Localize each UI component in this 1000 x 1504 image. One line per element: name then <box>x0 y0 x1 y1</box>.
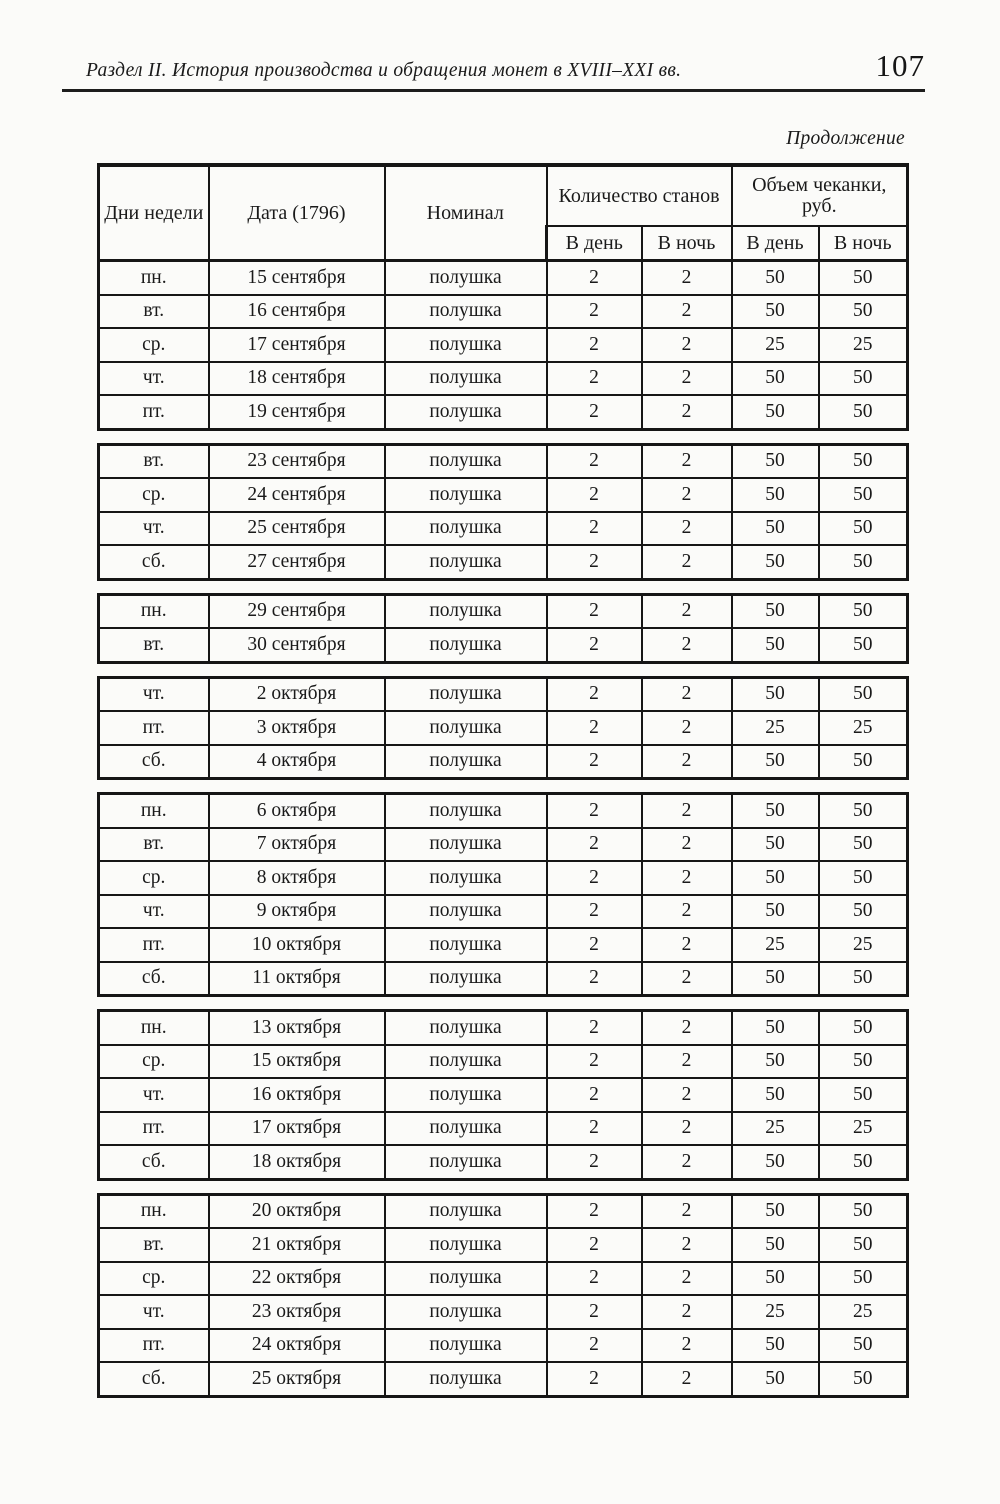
cell-mills-day: 2 <box>547 928 642 962</box>
table-group <box>99 444 908 579</box>
cell-volume-day: 50 <box>732 1045 819 1079</box>
cell-date: 16 октября <box>209 1078 385 1112</box>
table-row <box>99 861 908 895</box>
col-header-days: Дни недели <box>99 165 209 261</box>
table-row <box>99 478 908 512</box>
cell-volume-day: 50 <box>732 478 819 512</box>
cell-date: 7 октября <box>209 828 385 862</box>
cell-mills-night: 2 <box>642 1078 732 1112</box>
table-row <box>99 1295 908 1329</box>
page-header <box>62 48 925 92</box>
cell-volume-night: 50 <box>819 545 908 579</box>
cell-date: 10 октября <box>209 928 385 962</box>
cell-day-of-week: чт. <box>99 1295 209 1329</box>
cell-volume-day: 50 <box>732 594 819 628</box>
table-row <box>99 395 908 429</box>
cell-mills-day: 2 <box>547 711 642 745</box>
cell-volume-day: 50 <box>732 395 819 429</box>
cell-volume-day: 50 <box>732 1194 819 1228</box>
cell-volume-night: 25 <box>819 328 908 362</box>
cell-date: 30 сентября <box>209 628 385 662</box>
table-row <box>99 711 908 745</box>
running-head: Раздел II. История производства и обращения монет в XVIII–XXI вв. <box>86 60 682 81</box>
cell-day-of-week: ср. <box>99 861 209 895</box>
table-row <box>99 545 908 579</box>
cell-day-of-week: вт. <box>99 295 209 329</box>
cell-mills-night: 2 <box>642 1112 732 1146</box>
table-row <box>99 1078 908 1112</box>
cell-day-of-week: сб. <box>99 1362 209 1396</box>
cell-denomination: полушка <box>385 1329 547 1363</box>
cell-volume-day: 50 <box>732 628 819 662</box>
table-group <box>99 1011 908 1180</box>
table-row <box>99 1262 908 1296</box>
cell-denomination: полушка <box>385 1194 547 1228</box>
cell-volume-night: 50 <box>819 395 908 429</box>
cell-volume-day: 50 <box>732 962 819 996</box>
cell-volume-night: 25 <box>819 1112 908 1146</box>
cell-mills-day: 2 <box>547 628 642 662</box>
cell-date: 16 сентября <box>209 295 385 329</box>
cell-denomination: полушка <box>385 478 547 512</box>
cell-denomination: полушка <box>385 1362 547 1396</box>
group-gap <box>99 779 908 794</box>
cell-mills-night: 2 <box>642 1295 732 1329</box>
cell-mills-day: 2 <box>547 1194 642 1228</box>
cell-mills-day: 2 <box>547 1295 642 1329</box>
col-header-mills-group: Количество станов <box>547 165 732 226</box>
cell-volume-day: 25 <box>732 328 819 362</box>
table-row <box>99 928 908 962</box>
cell-volume-day: 50 <box>732 677 819 711</box>
cell-day-of-week: вт. <box>99 444 209 478</box>
cell-volume-day: 50 <box>732 261 819 295</box>
cell-day-of-week: пт. <box>99 928 209 962</box>
cell-volume-night: 50 <box>819 861 908 895</box>
cell-volume-day: 50 <box>732 1329 819 1363</box>
cell-day-of-week: сб. <box>99 745 209 779</box>
cell-day-of-week: чт. <box>99 895 209 929</box>
cell-mills-day: 2 <box>547 295 642 329</box>
cell-day-of-week: сб. <box>99 962 209 996</box>
cell-day-of-week: пт. <box>99 1112 209 1146</box>
cell-mills-night: 2 <box>642 594 732 628</box>
cell-volume-day: 25 <box>732 711 819 745</box>
cell-volume-night: 25 <box>819 1295 908 1329</box>
cell-denomination: полушка <box>385 711 547 745</box>
cell-date: 3 октября <box>209 711 385 745</box>
cell-day-of-week: вт. <box>99 828 209 862</box>
cell-mills-night: 2 <box>642 745 732 779</box>
cell-volume-night: 25 <box>819 928 908 962</box>
cell-day-of-week: пт. <box>99 395 209 429</box>
cell-volume-night: 25 <box>819 711 908 745</box>
cell-date: 20 октября <box>209 1194 385 1228</box>
cell-day-of-week: ср. <box>99 1045 209 1079</box>
cell-date: 9 октября <box>209 895 385 929</box>
cell-mills-night: 2 <box>642 628 732 662</box>
cell-denomination: полушка <box>385 545 547 579</box>
table-row <box>99 1145 908 1179</box>
cell-denomination: полушка <box>385 512 547 546</box>
cell-volume-day: 50 <box>732 1078 819 1112</box>
cell-mills-night: 2 <box>642 1145 732 1179</box>
col-header-volume-group: Объем чеканки, руб. <box>732 165 908 226</box>
table-row <box>99 444 908 478</box>
table-row <box>99 962 908 996</box>
cell-day-of-week: ср. <box>99 1262 209 1296</box>
cell-day-of-week: пн. <box>99 1194 209 1228</box>
cell-mills-day: 2 <box>547 794 642 828</box>
cell-mills-day: 2 <box>547 545 642 579</box>
cell-mills-day: 2 <box>547 895 642 929</box>
cell-denomination: полушка <box>385 628 547 662</box>
cell-mills-night: 2 <box>642 444 732 478</box>
minting-table <box>97 163 909 1398</box>
cell-denomination: полушка <box>385 295 547 329</box>
table-row <box>99 628 908 662</box>
cell-mills-night: 2 <box>642 1194 732 1228</box>
cell-volume-day: 50 <box>732 895 819 929</box>
cell-volume-day: 50 <box>732 1262 819 1296</box>
cell-mills-night: 2 <box>642 828 732 862</box>
table-row <box>99 1228 908 1262</box>
cell-date: 18 сентября <box>209 362 385 396</box>
cell-volume-night: 50 <box>819 444 908 478</box>
cell-volume-night: 50 <box>819 828 908 862</box>
table-group <box>99 677 908 779</box>
cell-mills-night: 2 <box>642 928 732 962</box>
cell-volume-day: 25 <box>732 1112 819 1146</box>
cell-denomination: полушка <box>385 1045 547 1079</box>
cell-mills-night: 2 <box>642 395 732 429</box>
table-header <box>99 165 908 261</box>
cell-denomination: полушка <box>385 1262 547 1296</box>
cell-date: 23 сентября <box>209 444 385 478</box>
cell-denomination: полушка <box>385 895 547 929</box>
cell-volume-day: 50 <box>732 545 819 579</box>
cell-volume-day: 25 <box>732 1295 819 1329</box>
table-row <box>99 828 908 862</box>
cell-denomination: полушка <box>385 594 547 628</box>
cell-volume-day: 50 <box>732 444 819 478</box>
cell-volume-night: 50 <box>819 1228 908 1262</box>
cell-day-of-week: сб. <box>99 545 209 579</box>
cell-mills-night: 2 <box>642 362 732 396</box>
cell-volume-night: 50 <box>819 1362 908 1396</box>
cell-volume-night: 50 <box>819 1262 908 1296</box>
cell-denomination: полушка <box>385 1011 547 1045</box>
cell-date: 19 сентября <box>209 395 385 429</box>
cell-date: 15 октября <box>209 1045 385 1079</box>
cell-day-of-week: сб. <box>99 1145 209 1179</box>
cell-mills-night: 2 <box>642 711 732 745</box>
cell-day-of-week: пт. <box>99 711 209 745</box>
cell-mills-night: 2 <box>642 545 732 579</box>
cell-mills-day: 2 <box>547 1228 642 1262</box>
table-row <box>99 512 908 546</box>
cell-volume-night: 50 <box>819 962 908 996</box>
cell-mills-night: 2 <box>642 794 732 828</box>
cell-mills-day: 2 <box>547 677 642 711</box>
table-group <box>99 594 908 662</box>
cell-day-of-week: пн. <box>99 594 209 628</box>
col-header-volume-day: В день <box>732 226 819 261</box>
group-gap <box>99 429 908 444</box>
cell-date: 23 октября <box>209 1295 385 1329</box>
cell-mills-day: 2 <box>547 512 642 546</box>
cell-date: 24 октября <box>209 1329 385 1363</box>
cell-day-of-week: пн. <box>99 1011 209 1045</box>
cell-date: 8 октября <box>209 861 385 895</box>
cell-denomination: полушка <box>385 261 547 295</box>
cell-volume-night: 50 <box>819 745 908 779</box>
cell-denomination: полушка <box>385 962 547 996</box>
table-row <box>99 1194 908 1228</box>
cell-date: 2 октября <box>209 677 385 711</box>
header-rule <box>62 89 925 92</box>
table-row <box>99 1329 908 1363</box>
cell-mills-day: 2 <box>547 962 642 996</box>
table-row <box>99 895 908 929</box>
cell-date: 18 октября <box>209 1145 385 1179</box>
cell-volume-night: 50 <box>819 478 908 512</box>
cell-date: 15 сентября <box>209 261 385 295</box>
cell-mills-day: 2 <box>547 478 642 512</box>
group-gap <box>99 1179 908 1194</box>
cell-mills-day: 2 <box>547 828 642 862</box>
cell-volume-night: 50 <box>819 512 908 546</box>
cell-volume-night: 50 <box>819 261 908 295</box>
cell-volume-night: 50 <box>819 1145 908 1179</box>
cell-mills-night: 2 <box>642 1329 732 1363</box>
cell-date: 11 октября <box>209 962 385 996</box>
col-header-mills-night: В ночь <box>642 226 732 261</box>
table-row <box>99 1112 908 1146</box>
cell-volume-day: 50 <box>732 861 819 895</box>
cell-day-of-week: пн. <box>99 261 209 295</box>
cell-day-of-week: чт. <box>99 362 209 396</box>
cell-day-of-week: чт. <box>99 677 209 711</box>
cell-mills-day: 2 <box>547 1145 642 1179</box>
table-row <box>99 1011 908 1045</box>
cell-denomination: полушка <box>385 444 547 478</box>
cell-mills-night: 2 <box>642 478 732 512</box>
cell-volume-day: 50 <box>732 362 819 396</box>
cell-volume-night: 50 <box>819 1194 908 1228</box>
cell-volume-night: 50 <box>819 794 908 828</box>
table-row <box>99 745 908 779</box>
cell-mills-night: 2 <box>642 677 732 711</box>
col-header-denomination: Номинал <box>385 165 547 261</box>
cell-denomination: полушка <box>385 1112 547 1146</box>
cell-mills-night: 2 <box>642 1228 732 1262</box>
cell-denomination: полушка <box>385 745 547 779</box>
cell-mills-day: 2 <box>547 745 642 779</box>
cell-mills-night: 2 <box>642 261 732 295</box>
cell-date: 25 октября <box>209 1362 385 1396</box>
cell-volume-night: 50 <box>819 1045 908 1079</box>
cell-date: 25 сентября <box>209 512 385 546</box>
continuation-label: Продолжение <box>786 128 905 149</box>
table-row <box>99 1045 908 1079</box>
cell-denomination: полушка <box>385 828 547 862</box>
cell-mills-day: 2 <box>547 261 642 295</box>
group-gap <box>99 579 908 594</box>
cell-date: 4 октября <box>209 745 385 779</box>
cell-day-of-week: пт. <box>99 1329 209 1363</box>
cell-mills-night: 2 <box>642 1262 732 1296</box>
cell-volume-day: 50 <box>732 1362 819 1396</box>
cell-date: 6 октября <box>209 794 385 828</box>
cell-volume-night: 50 <box>819 677 908 711</box>
col-header-date: Дата (1796) <box>209 165 385 261</box>
cell-day-of-week: вт. <box>99 1228 209 1262</box>
cell-denomination: полушка <box>385 1228 547 1262</box>
cell-denomination: полушка <box>385 928 547 962</box>
cell-volume-night: 50 <box>819 594 908 628</box>
cell-day-of-week: чт. <box>99 512 209 546</box>
cell-date: 27 сентября <box>209 545 385 579</box>
group-gap <box>99 996 908 1011</box>
cell-mills-night: 2 <box>642 1011 732 1045</box>
cell-mills-day: 2 <box>547 861 642 895</box>
col-header-mills-day: В день <box>547 226 642 261</box>
cell-mills-day: 2 <box>547 1078 642 1112</box>
cell-mills-day: 2 <box>547 1329 642 1363</box>
table-group <box>99 1194 908 1396</box>
table-row <box>99 677 908 711</box>
cell-day-of-week: пн. <box>99 794 209 828</box>
table-row <box>99 295 908 329</box>
table-row <box>99 1362 908 1396</box>
cell-day-of-week: вт. <box>99 628 209 662</box>
cell-volume-day: 50 <box>732 512 819 546</box>
cell-day-of-week: ср. <box>99 328 209 362</box>
cell-day-of-week: ср. <box>99 478 209 512</box>
cell-denomination: полушка <box>385 861 547 895</box>
cell-mills-day: 2 <box>547 1362 642 1396</box>
page-number: 107 <box>875 48 925 83</box>
cell-mills-day: 2 <box>547 1011 642 1045</box>
table-row <box>99 328 908 362</box>
cell-mills-night: 2 <box>642 512 732 546</box>
cell-denomination: полушка <box>385 1145 547 1179</box>
cell-mills-day: 2 <box>547 1045 642 1079</box>
cell-volume-day: 50 <box>732 794 819 828</box>
table-row <box>99 261 908 295</box>
cell-mills-night: 2 <box>642 861 732 895</box>
cell-date: 17 октября <box>209 1112 385 1146</box>
cell-day-of-week: чт. <box>99 1078 209 1112</box>
cell-mills-day: 2 <box>547 1112 642 1146</box>
cell-mills-night: 2 <box>642 1045 732 1079</box>
cell-mills-day: 2 <box>547 395 642 429</box>
cell-date: 21 октября <box>209 1228 385 1262</box>
cell-volume-night: 50 <box>819 362 908 396</box>
cell-mills-night: 2 <box>642 295 732 329</box>
cell-volume-day: 50 <box>732 295 819 329</box>
table-row <box>99 594 908 628</box>
cell-volume-day: 50 <box>732 1228 819 1262</box>
cell-mills-day: 2 <box>547 444 642 478</box>
cell-denomination: полушка <box>385 395 547 429</box>
cell-volume-night: 50 <box>819 1078 908 1112</box>
cell-volume-night: 50 <box>819 1329 908 1363</box>
cell-mills-night: 2 <box>642 895 732 929</box>
cell-volume-day: 50 <box>732 745 819 779</box>
cell-date: 22 октября <box>209 1262 385 1296</box>
cell-mills-night: 2 <box>642 1362 732 1396</box>
cell-mills-night: 2 <box>642 962 732 996</box>
cell-date: 24 сентября <box>209 478 385 512</box>
cell-denomination: полушка <box>385 362 547 396</box>
cell-mills-night: 2 <box>642 328 732 362</box>
cell-volume-day: 50 <box>732 1145 819 1179</box>
cell-denomination: полушка <box>385 794 547 828</box>
cell-mills-day: 2 <box>547 362 642 396</box>
cell-denomination: полушка <box>385 1078 547 1112</box>
cell-date: 13 октября <box>209 1011 385 1045</box>
table-group <box>99 261 908 430</box>
cell-volume-night: 50 <box>819 1011 908 1045</box>
cell-mills-day: 2 <box>547 594 642 628</box>
cell-denomination: полушка <box>385 1295 547 1329</box>
table-row <box>99 794 908 828</box>
cell-denomination: полушка <box>385 677 547 711</box>
cell-volume-day: 50 <box>732 1011 819 1045</box>
table-row <box>99 362 908 396</box>
col-header-volume-night: В ночь <box>819 226 908 261</box>
cell-mills-day: 2 <box>547 328 642 362</box>
cell-volume-day: 50 <box>732 828 819 862</box>
cell-date: 29 сентября <box>209 594 385 628</box>
cell-date: 17 сентября <box>209 328 385 362</box>
cell-volume-day: 25 <box>732 928 819 962</box>
cell-denomination: полушка <box>385 328 547 362</box>
cell-mills-day: 2 <box>547 1262 642 1296</box>
cell-volume-night: 50 <box>819 295 908 329</box>
table-group <box>99 794 908 996</box>
group-gap <box>99 662 908 677</box>
cell-volume-night: 50 <box>819 895 908 929</box>
cell-volume-night: 50 <box>819 628 908 662</box>
